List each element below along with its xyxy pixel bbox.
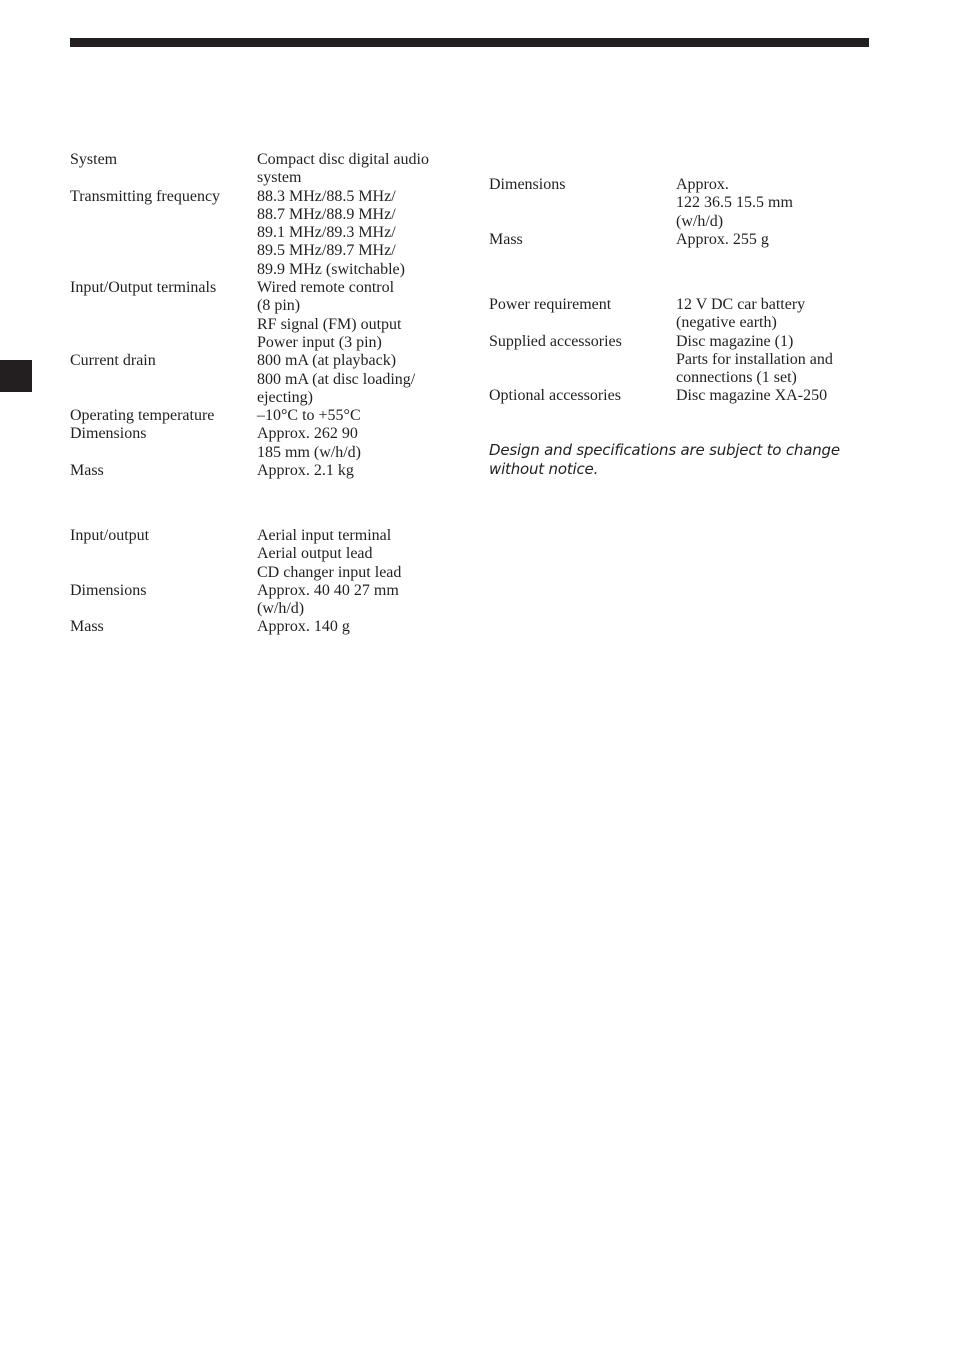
adapter-specs bbox=[70, 527, 401, 637]
note-line: without notice. bbox=[489, 460, 599, 478]
spec-value-line: Aerial output lead bbox=[257, 545, 373, 563]
spec-label: Input/output bbox=[70, 527, 150, 544]
spec-value-line: Approx. bbox=[676, 176, 729, 193]
spec-value bbox=[257, 352, 415, 407]
spec-value-line: Approx. 262 90 bbox=[257, 425, 358, 443]
spec-value bbox=[257, 407, 361, 425]
spec-value-line: –10°C to +55°C bbox=[257, 407, 361, 425]
spec-label: Operating temperature bbox=[70, 407, 215, 425]
spec-label: Mass bbox=[70, 462, 104, 480]
spec-value bbox=[676, 387, 827, 405]
spec-value-line: 12 V DC car battery bbox=[676, 296, 806, 313]
spec-row bbox=[489, 387, 833, 405]
side-tab-marker bbox=[0, 360, 32, 392]
spec-value bbox=[257, 582, 399, 619]
spec-value-line: Approx. 255 g bbox=[676, 230, 769, 248]
spec-value-line: 88.7 MHz/88.9 MHz/ bbox=[257, 205, 396, 223]
spec-row bbox=[70, 407, 429, 425]
spec-value bbox=[257, 151, 429, 188]
spec-row bbox=[70, 279, 429, 352]
spec-label: Supplied accessories bbox=[489, 332, 622, 350]
spec-row bbox=[70, 352, 429, 407]
note-line: Design and specifications are subject to change bbox=[489, 441, 840, 459]
spec-label: Dimensions bbox=[489, 176, 566, 193]
spec-value-line: (negative earth) bbox=[676, 314, 777, 332]
spec-row bbox=[70, 188, 429, 279]
spec-label: Optional accessories bbox=[489, 387, 621, 405]
spec-row bbox=[70, 618, 401, 636]
spec-label: Transmitting frequency bbox=[70, 187, 221, 205]
spec-value-line: Parts for installation and bbox=[676, 350, 833, 368]
spec-value-line: 800 mA (at disc loading/ bbox=[257, 370, 416, 388]
remote-specs bbox=[489, 176, 793, 249]
spec-value-line: 89.5 MHz/89.7 MHz/ bbox=[257, 242, 396, 260]
spec-value bbox=[257, 279, 401, 352]
header-rule bbox=[70, 38, 869, 47]
spec-label: Input/Output terminals bbox=[70, 279, 217, 297]
spec-value-line: (w/h/d) bbox=[676, 212, 724, 230]
spec-row bbox=[489, 176, 793, 231]
spec-value bbox=[676, 231, 769, 249]
spec-row bbox=[70, 462, 429, 480]
spec-value-line: connections (1 set) bbox=[676, 369, 797, 387]
spec-value-line: Approx. 2.1 kg bbox=[257, 462, 354, 480]
spec-row bbox=[489, 231, 793, 249]
spec-value-line: 89.9 MHz (switchable) bbox=[257, 260, 405, 278]
spec-value-line: (w/h/d) bbox=[257, 600, 305, 618]
spec-value-line: 89.1 MHz/89.3 MHz/ bbox=[257, 224, 396, 242]
spec-label: Mass bbox=[70, 618, 104, 636]
spec-value-line: CD changer input lead bbox=[257, 563, 402, 581]
spec-label: Mass bbox=[489, 230, 523, 248]
spec-value-line: ejecting) bbox=[257, 388, 313, 406]
spec-value bbox=[257, 188, 405, 279]
spec-label: Current drain bbox=[70, 352, 156, 370]
spec-value-line: 88.3 MHz/88.5 MHz/ bbox=[257, 187, 396, 205]
spec-value-line: Approx. 140 g bbox=[257, 618, 350, 636]
spec-value bbox=[676, 176, 793, 231]
spec-row bbox=[70, 527, 401, 582]
spec-value bbox=[257, 527, 401, 582]
spec-value bbox=[257, 425, 361, 462]
spec-value-line: Aerial input terminal bbox=[257, 527, 392, 544]
common-specs bbox=[489, 296, 833, 406]
spec-row bbox=[489, 333, 833, 388]
spec-value-line: 185 mm (w/h/d) bbox=[257, 443, 361, 461]
spec-value bbox=[676, 333, 833, 388]
spec-value-line: Approx. 40 40 27 mm bbox=[257, 581, 399, 599]
spec-label: Power requirement bbox=[489, 296, 612, 313]
main-unit-specs bbox=[70, 151, 429, 480]
spec-row bbox=[70, 582, 401, 619]
spec-value-line: Compact disc digital audio bbox=[257, 151, 429, 168]
spec-value bbox=[257, 618, 350, 636]
spec-value bbox=[676, 296, 805, 333]
spec-row bbox=[70, 425, 429, 462]
spec-value bbox=[257, 462, 354, 480]
spec-label: System bbox=[70, 151, 118, 168]
spec-row bbox=[489, 296, 833, 333]
spec-value-line: 800 mA (at playback) bbox=[257, 352, 397, 370]
spec-value-line: system bbox=[257, 169, 302, 187]
spec-value-line: 122 36.5 15.5 mm bbox=[676, 194, 793, 212]
disclaimer-note bbox=[489, 441, 869, 479]
spec-value-line: Power input (3 pin) bbox=[257, 333, 382, 351]
spec-value-line: Disc magazine XA-250 bbox=[676, 387, 828, 405]
spec-row bbox=[70, 151, 429, 188]
spec-label: Dimensions bbox=[70, 425, 147, 443]
spec-value-line: Wired remote control bbox=[257, 279, 395, 297]
spec-value-line: Disc magazine (1) bbox=[676, 332, 794, 350]
spec-label: Dimensions bbox=[70, 581, 147, 599]
spec-value-line: RF signal (FM) output bbox=[257, 315, 402, 333]
spec-value-line: (8 pin) bbox=[257, 297, 301, 315]
